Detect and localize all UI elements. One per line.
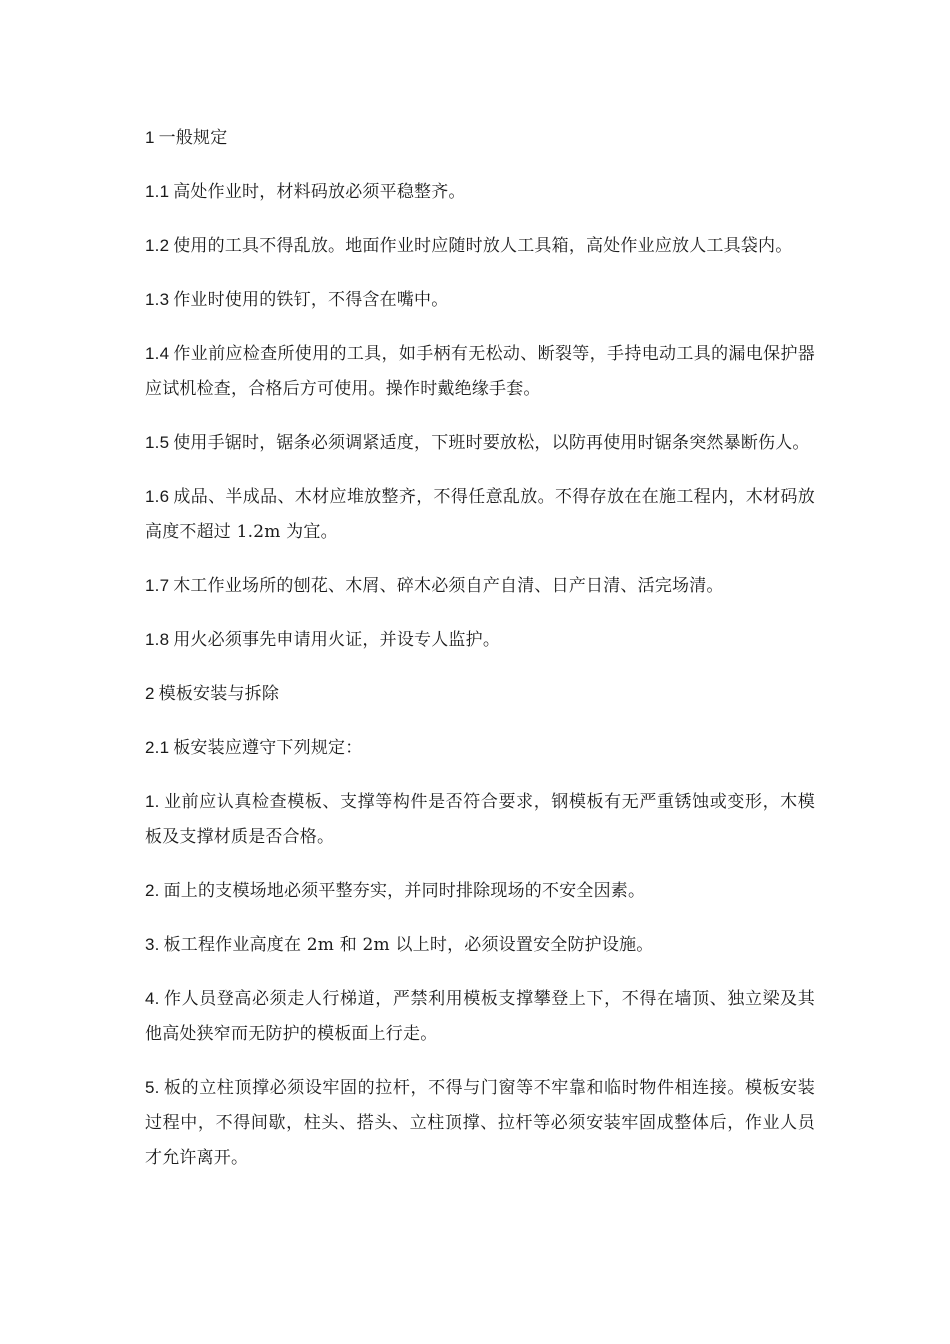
document-page <box>145 120 815 1194</box>
list-item-3 <box>145 927 815 963</box>
paragraph-text: 模板安装与拆除 <box>158 684 280 704</box>
paragraph-text: 业前应认真检查模板、支撑等构件是否符合要求，钢模板有无严重锈蚀或变形，木模板及支撑材质是否合格。 <box>145 792 815 847</box>
paragraph-text: 板安装应遵守下列规定： <box>173 738 363 758</box>
paragraph-text: 板工程作业高度在 2m 和 2m 以上时，必须设置安全防护设施。 <box>163 935 654 955</box>
list-item-5 <box>145 1070 815 1176</box>
paragraph-number: 1.3 <box>145 290 170 309</box>
paragraph-1 <box>145 120 815 156</box>
paragraph-number: 2. <box>145 881 160 900</box>
paragraph-text: 使用手锯时，锯条必须调紧适度，下班时要放松，以防再使用时锯条突然暴断伤人。 <box>173 433 810 453</box>
paragraph-number: 1.6 <box>145 487 170 506</box>
paragraph-text: 用火必须事先申请用火证，并设专人监护。 <box>173 630 501 650</box>
paragraph-number: 1.2 <box>145 236 170 255</box>
paragraph-number: 2 <box>145 684 155 703</box>
list-item-4 <box>145 981 815 1052</box>
paragraph-number: 4. <box>145 989 160 1008</box>
paragraph-number: 1.7 <box>145 576 170 595</box>
paragraph-2 <box>145 676 815 712</box>
paragraph-1-3 <box>145 282 815 318</box>
paragraph-text: 面上的支模场地必须平整夯实，并同时排除现场的不安全因素。 <box>163 881 646 901</box>
paragraph-number: 1 <box>145 128 155 147</box>
paragraph-2-1 <box>145 730 815 766</box>
list-item-1 <box>145 784 815 855</box>
paragraph-number: 1.1 <box>145 182 170 201</box>
paragraph-1-8 <box>145 622 815 658</box>
paragraph-1-7 <box>145 568 815 604</box>
paragraph-text: 一般规定 <box>158 128 228 148</box>
paragraph-text: 作业时使用的铁钉，不得含在嘴中。 <box>173 290 449 310</box>
paragraph-number: 1. <box>145 792 160 811</box>
paragraph-text: 板的立柱顶撑必须设牢固的拉杆，不得与门窗等不牢靠和临时物件相连接。模板安装过程中，不得间歇，柱头、搭头、立柱顶撑、拉杆等必须安装牢固成整体后，作业人员才允许离开。 <box>145 1078 815 1168</box>
paragraph-1-1 <box>145 174 815 210</box>
paragraph-text: 作人员登高必须走人行梯道，严禁利用模板支撑攀登上下，不得在墙顶、独立梁及其他高处狭窄而无防护的模板面上行走。 <box>145 989 815 1044</box>
paragraph-1-6 <box>145 479 815 550</box>
paragraph-number: 3. <box>145 935 160 954</box>
paragraph-number: 2.1 <box>145 738 170 757</box>
paragraph-1-2 <box>145 228 815 264</box>
paragraph-number: 1.4 <box>145 344 170 363</box>
paragraph-number: 1.5 <box>145 433 170 452</box>
paragraph-1-5 <box>145 425 815 461</box>
list-item-2 <box>145 873 815 909</box>
paragraph-1-4 <box>145 336 815 407</box>
paragraph-text: 使用的工具不得乱放。地面作业时应随时放人工具箱，高处作业应放人工具袋内。 <box>173 236 793 256</box>
paragraph-number: 1.8 <box>145 630 170 649</box>
paragraph-text: 木工作业场所的刨花、木屑、碎木必须自产自清、日产日清、活完场清。 <box>173 576 724 596</box>
paragraph-text: 高处作业时，材料码放必须平稳整齐。 <box>173 182 466 202</box>
paragraph-text: 作业前应检查所使用的工具，如手柄有无松动、断裂等，手持电动工具的漏电保护器应试机检查，合格后方可使用。操作时戴绝缘手套。 <box>145 344 815 399</box>
paragraph-text: 成品、半成品、木材应堆放整齐，不得任意乱放。不得存放在在施工程内，木材码放高度不超过 1.2m 为宜。 <box>145 487 815 542</box>
paragraph-number: 5. <box>145 1078 160 1097</box>
